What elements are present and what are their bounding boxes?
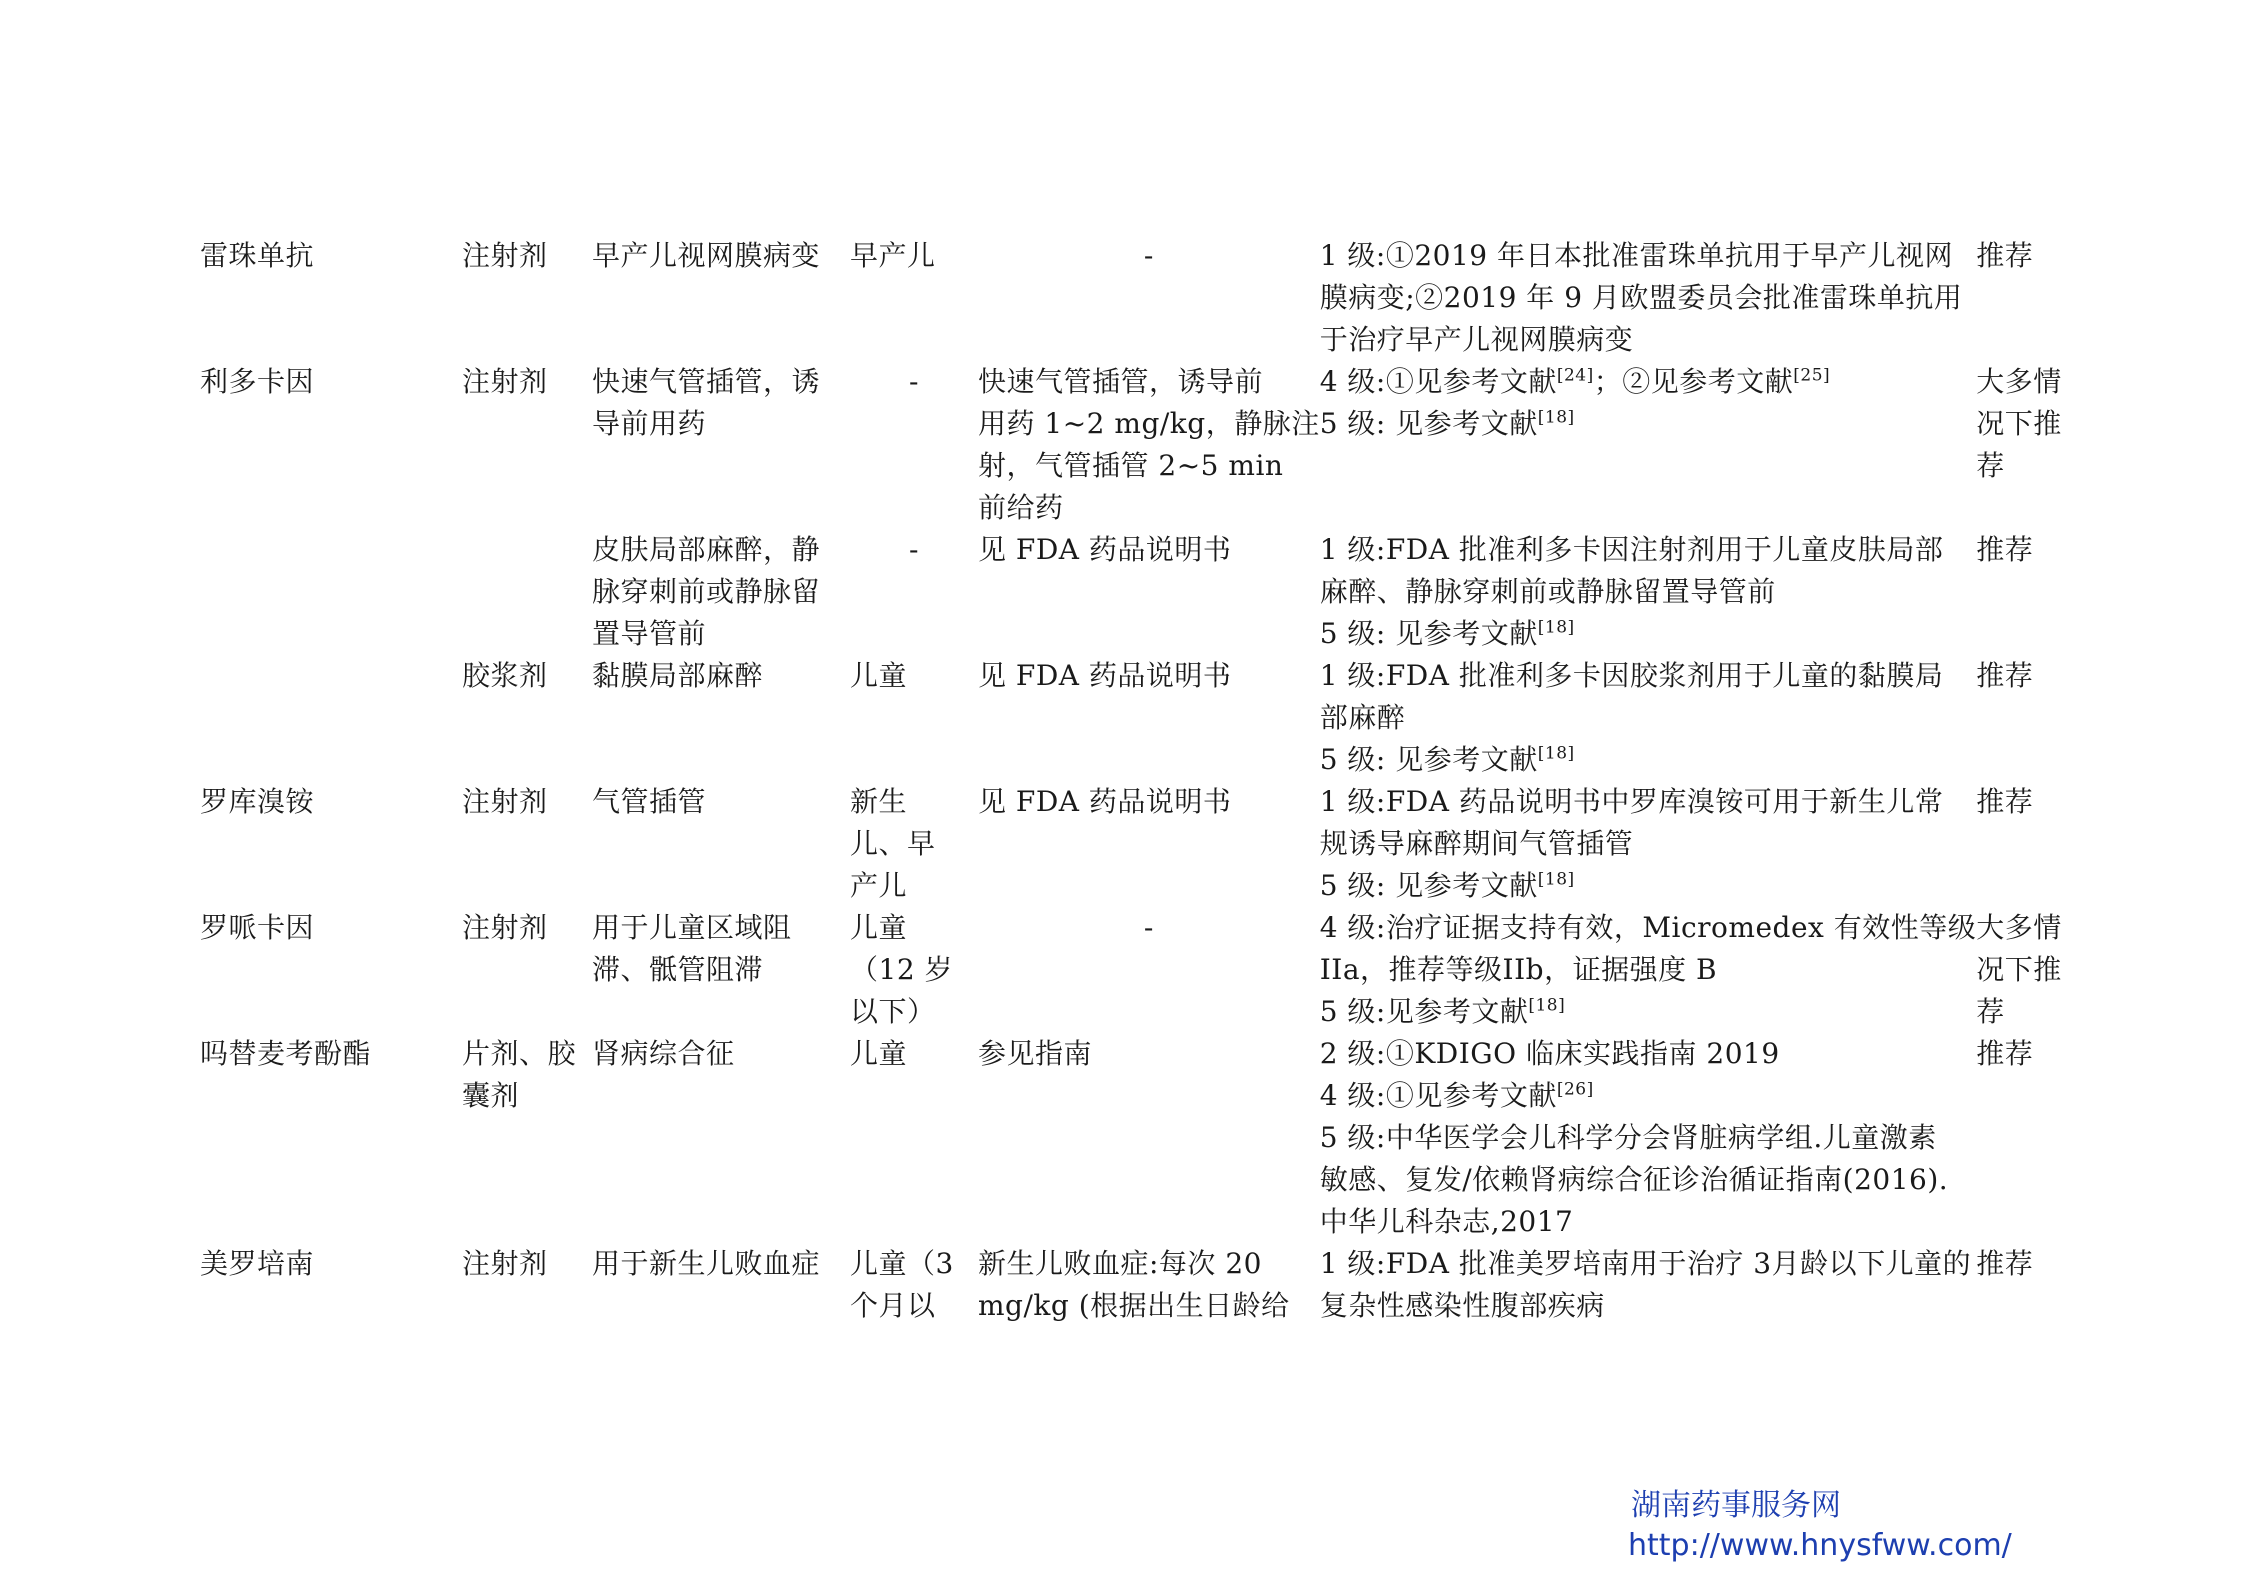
recommendation-cell (1976, 655, 2066, 781)
population-cell (850, 1243, 978, 1327)
recommendation-line: 荐 (1976, 449, 2005, 482)
evidence-text: 部麻醉 (1319, 701, 1406, 734)
evidence-text: 4 级:①见参考文献 (1319, 365, 1557, 398)
evidence-text: 2 级:①KDIGO 临床实践指南 2019 (1319, 1037, 1780, 1070)
reference-superscript: [18] (1537, 869, 1575, 890)
dosage-form: 片剂、胶 囊剂 (462, 1037, 577, 1112)
evidence-text: 复杂性感染性腹部疾病 (1319, 1289, 1605, 1322)
dosage-line: 新生儿败血症:每次 20 (978, 1247, 1262, 1280)
indication-cell (592, 781, 850, 907)
evidence-line (1320, 823, 1977, 865)
dosage-cell (978, 655, 1320, 781)
evidence-text: 规诱导麻醉期间气管插管 (1319, 827, 1634, 860)
recommendation-cell (1976, 235, 2066, 361)
dosage-form: 注射剂 (462, 365, 548, 398)
reference-superscript: [18] (1537, 617, 1575, 638)
evidence-cell (1320, 781, 1977, 907)
population-line: 早产儿 (850, 239, 936, 272)
dosage-form-cell (462, 361, 592, 529)
population-line: 新生 (850, 785, 908, 818)
recommendation-cell (1976, 529, 2066, 655)
evidence-line (1320, 655, 1977, 697)
recommendation-line: 大多情 (1976, 365, 2062, 398)
dosage-form-cell (462, 1243, 592, 1327)
population-cell (850, 781, 978, 907)
recommendation-cell (1976, 907, 2066, 1033)
recommendation-cell (1976, 1033, 2066, 1243)
dosage-form-cell (462, 655, 592, 781)
indication-cell (592, 907, 850, 1033)
recommendation-cell (1976, 781, 2066, 907)
indication-cell (592, 361, 850, 529)
population-cell (850, 361, 978, 529)
drug-name-cell (200, 529, 462, 655)
population-line: 儿、早 (850, 827, 936, 860)
population-line: 儿童 (850, 911, 908, 944)
indication-line: 用于儿童区域阻 (592, 911, 792, 944)
evidence-line (1320, 697, 1977, 739)
evidence-text: 敏感、复发/依赖肾病综合征诊治循证指南(2016). (1319, 1163, 1949, 1196)
population-line: 儿童（3 (850, 1247, 954, 1280)
drug-table-body (200, 235, 2066, 1327)
dosage-form-cell (462, 529, 592, 655)
recommendation-line: 推荐 (1976, 785, 2034, 818)
dosage-line: 见 FDA 药品说明书 (978, 659, 1232, 692)
recommendation-line: 况下推 (1976, 953, 2062, 986)
dosage-form-cell (462, 235, 592, 361)
indication-line: 气管插管 (592, 785, 707, 818)
dosage-form-cell (462, 781, 592, 907)
recommendation-line: 推荐 (1976, 1037, 2034, 1070)
indication-line: 导前用药 (592, 407, 707, 440)
dosage-line: 快速气管插管，诱导前 (978, 365, 1264, 398)
reference-superscript: [26] (1556, 1079, 1594, 1100)
reference-superscript: [18] (1537, 743, 1575, 764)
dosage-line: 射，气管插管 2~5 min (978, 449, 1284, 482)
recommendation-line: 推荐 (1976, 659, 2034, 692)
evidence-text: 4 级:①见参考文献 (1319, 1079, 1557, 1112)
evidence-line (1320, 1201, 1977, 1243)
dosage-line: 前给药 (978, 491, 1064, 524)
population-cell (850, 655, 978, 781)
drug-name-cell (200, 361, 462, 529)
indication-cell (592, 529, 850, 655)
evidence-line (1320, 529, 1977, 571)
evidence-cell (1320, 235, 1977, 361)
evidence-text: 5 级: 见参考文献 (1319, 869, 1538, 902)
evidence-text: 5 级: 见参考文献 (1319, 617, 1538, 650)
dosage-line: - (1143, 239, 1154, 272)
evidence-line (1320, 865, 1977, 907)
evidence-text: 1 级:FDA 批准利多卡因胶浆剂用于儿童的黏膜局 (1319, 659, 1944, 692)
dosage-form: 胶浆剂 (462, 659, 548, 692)
drug-name: 罗哌卡因 (200, 911, 315, 944)
population-cell (850, 1033, 978, 1243)
dosage-line: 见 FDA 药品说明书 (978, 533, 1232, 566)
indication-cell (592, 1033, 850, 1243)
evidence-cell (1320, 655, 1977, 781)
evidence-line (1320, 1285, 1977, 1327)
evidence-line (1320, 277, 1977, 319)
evidence-line (1320, 907, 1977, 949)
evidence-line (1320, 613, 1977, 655)
table-row (200, 655, 2066, 781)
dosage-line: - (1143, 911, 1154, 944)
evidence-cell (1320, 907, 1977, 1033)
evidence-line (1320, 1243, 1977, 1285)
population-line: （12 岁 (850, 953, 954, 986)
indication-line: 脉穿刺前或静脉留 (592, 575, 821, 608)
drug-name-cell (200, 235, 462, 361)
dosage-form: 注射剂 (462, 1247, 548, 1280)
drug-name: 雷珠单抗 (200, 239, 315, 272)
drug-name-cell (200, 655, 462, 781)
dosage-cell (978, 1243, 1320, 1327)
indication-line: 滞、骶管阻滞 (592, 953, 764, 986)
evidence-text: 麻醉、静脉穿刺前或静脉留置导管前 (1319, 575, 1776, 608)
footer-site-name: 湖南药事服务网 (1631, 1488, 1841, 1523)
evidence-text: IIa，推荐等级IIb，证据强度 B (1319, 953, 1718, 986)
recommendation-line: 大多情 (1976, 911, 2062, 944)
drug-name-cell (200, 781, 462, 907)
table-row (200, 907, 2066, 1033)
dosage-line: 用药 1~2 mg/kg，静脉注 (978, 407, 1320, 440)
indication-cell (592, 235, 850, 361)
evidence-line (1320, 739, 1977, 781)
dosage-cell (978, 907, 1320, 1033)
drug-name-cell (200, 1243, 462, 1327)
evidence-text: 5 级: 见参考文献 (1319, 407, 1538, 440)
indication-cell (592, 655, 850, 781)
evidence-cell (1320, 361, 1977, 529)
table-row (200, 235, 2066, 361)
drug-name: 利多卡因 (200, 365, 315, 398)
drug-name: 罗库溴铵 (200, 785, 315, 818)
reference-superscript: [18] (1537, 407, 1575, 428)
dosage-line: 见 FDA 药品说明书 (978, 785, 1232, 818)
dosage-form-cell (462, 907, 592, 1033)
reference-superscript: [18] (1528, 995, 1566, 1016)
evidence-text: 5 级: 见参考文献 (1319, 743, 1538, 776)
evidence-text: 中华儿科杂志,2017 (1319, 1205, 1574, 1238)
table-row (200, 529, 2066, 655)
evidence-line (1320, 1159, 1977, 1201)
recommendation-line: 况下推 (1976, 407, 2062, 440)
indication-line: 黏膜局部麻醉 (592, 659, 764, 692)
dosage-line: mg/kg (根据出生日龄给 (978, 1289, 1290, 1322)
indication-line: 快速气管插管，诱 (592, 365, 821, 398)
drug-table (200, 235, 2066, 1327)
dosage-cell (978, 235, 1320, 361)
population-line: 以下） (850, 995, 936, 1028)
evidence-line (1320, 781, 1977, 823)
evidence-text: 5 级:见参考文献 (1319, 995, 1529, 1028)
evidence-line (1320, 319, 1977, 361)
evidence-text: 1 级:①2019 年日本批准雷珠单抗用于早产儿视网 (1319, 239, 1954, 272)
reference-superscript: [25] (1793, 365, 1831, 386)
dosage-form-cell (462, 1033, 592, 1243)
evidence-text: 5 级:中华医学会儿科学分会肾脏病学组.儿童激素 (1319, 1121, 1937, 1154)
footer-watermark[interactable] (1628, 1486, 2012, 1566)
indication-line: 肾病综合征 (592, 1037, 735, 1070)
evidence-line (1320, 403, 1977, 445)
reference-superscript: [24] (1556, 365, 1594, 386)
recommendation-line: 推荐 (1976, 1247, 2034, 1280)
evidence-text: 于治疗早产儿视网膜病变 (1319, 323, 1634, 356)
evidence-cell (1320, 1243, 1977, 1327)
evidence-line (1320, 1075, 1977, 1117)
dosage-form: 注射剂 (462, 785, 548, 818)
dosage-cell (978, 361, 1320, 529)
evidence-line (1320, 235, 1977, 277)
evidence-line (1320, 361, 1977, 403)
indication-line: 用于新生儿败血症 (592, 1247, 821, 1280)
evidence-text: ；②见参考文献 (1593, 365, 1794, 398)
evidence-text: 膜病变;②2019 年 9 月欧盟委员会批准雷珠单抗用 (1319, 281, 1963, 314)
footer-site-url[interactable]: http://www.hnysfww.com/ (1628, 1528, 2012, 1563)
dosage-cell (978, 1033, 1320, 1243)
evidence-text: 1 级:FDA 药品说明书中罗库溴铵可用于新生儿常 (1319, 785, 1944, 818)
population-line: 儿童 (850, 1037, 908, 1070)
recommendation-line: 推荐 (1976, 533, 2034, 566)
indication-line: 置导管前 (592, 617, 707, 650)
dosage-line: 参见指南 (978, 1037, 1093, 1070)
population-line: 个月以 (850, 1289, 936, 1322)
population-cell (850, 907, 978, 1033)
dosage-form: 注射剂 (462, 911, 548, 944)
table-row (200, 1033, 2066, 1243)
recommendation-line: 推荐 (1976, 239, 2034, 272)
population-line: 儿童 (850, 659, 908, 692)
evidence-text: 1 级:FDA 批准美罗培南用于治疗 3月龄以下儿童的 (1319, 1247, 1972, 1280)
drug-name-cell (200, 907, 462, 1033)
table-row (200, 1243, 2066, 1327)
table-row (200, 361, 2066, 529)
dosage-form: 注射剂 (462, 239, 548, 272)
table-row (200, 781, 2066, 907)
drug-name: 美罗培南 (200, 1247, 315, 1280)
evidence-text: 4 级:治疗证据支持有效，Micromedex 有效性等级 (1319, 911, 1977, 944)
population-line: - (909, 365, 919, 398)
evidence-line (1320, 949, 1977, 991)
population-cell (850, 529, 978, 655)
evidence-line (1320, 1033, 1977, 1075)
indication-line: 早产儿视网膜病变 (592, 239, 821, 272)
evidence-text: 1 级:FDA 批准利多卡因注射剂用于儿童皮肤局部 (1319, 533, 1944, 566)
evidence-cell (1320, 529, 1977, 655)
indication-cell (592, 1243, 850, 1327)
evidence-line (1320, 571, 1977, 613)
evidence-line (1320, 991, 1977, 1033)
drug-name-cell (200, 1033, 462, 1243)
population-cell (850, 235, 978, 361)
recommendation-cell (1976, 361, 2066, 529)
dosage-cell (978, 781, 1320, 907)
population-line: 产儿 (850, 869, 908, 902)
indication-line: 皮肤局部麻醉，静 (592, 533, 821, 566)
recommendation-line: 荐 (1976, 995, 2005, 1028)
drug-name: 吗替麦考酚酯 (200, 1037, 372, 1070)
dosage-cell (978, 529, 1320, 655)
recommendation-cell (1976, 1243, 2066, 1327)
evidence-line (1320, 1117, 1977, 1159)
population-line: - (909, 533, 919, 566)
evidence-cell (1320, 1033, 1977, 1243)
